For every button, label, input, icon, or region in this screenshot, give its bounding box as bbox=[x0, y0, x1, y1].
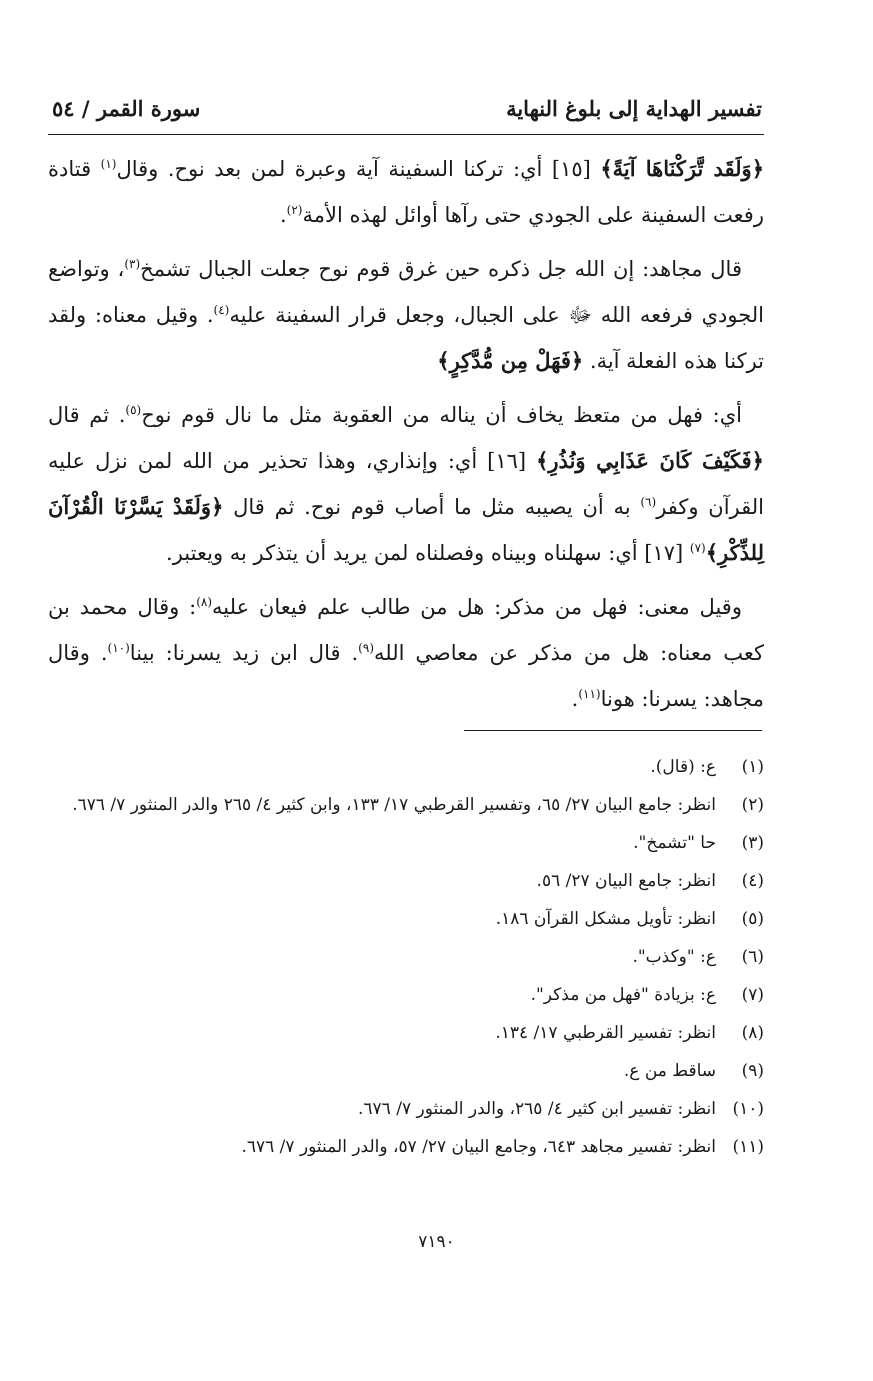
text-segment: . وقال مجاهد: يسرنا: هونا bbox=[48, 641, 764, 711]
footnote-ref: (٦) bbox=[640, 495, 657, 509]
footnote-ref: (١٠) bbox=[107, 641, 130, 655]
footnote-text: ع: (قال). bbox=[650, 757, 716, 777]
footnote-text: انظر: جامع البيان ٢٧/ ٥٦. bbox=[536, 871, 716, 891]
footnote-item bbox=[48, 748, 764, 786]
footnote-ref: (٩) bbox=[358, 641, 374, 655]
text-segment: [١٧] أي: سهلناه وبيناه وفصلناه لمن يريد أن يتذكر به ويعتبر. bbox=[166, 541, 690, 565]
footnote-text: حا "تشمخ". bbox=[633, 833, 716, 853]
footnote-item bbox=[48, 824, 764, 862]
footnote-number: (٧) bbox=[741, 985, 764, 1005]
footnote-item bbox=[48, 976, 764, 1014]
text-segment: به أن يصيبه مثل ما أصاب قوم نوح. ثم قال bbox=[223, 495, 641, 519]
footnote-number: (٤) bbox=[741, 871, 764, 891]
footnote-item bbox=[48, 1090, 764, 1128]
footnote-ref: (٧) bbox=[689, 541, 706, 555]
text-segment: قال مجاهد: إن الله جل ذكره حين غرق قوم نوح جعلت الجبال تشمخ bbox=[140, 257, 742, 281]
footnote-ref: (١) bbox=[100, 157, 117, 171]
footnote-number: (٩) bbox=[741, 1061, 764, 1081]
paragraph-3 bbox=[48, 392, 764, 576]
surah-info: سورة القمر / ٥٤ bbox=[52, 95, 201, 121]
paragraph-1 bbox=[48, 146, 764, 238]
footnote-number: (١١) bbox=[732, 1137, 764, 1157]
header-divider bbox=[48, 134, 764, 135]
footnotes-list bbox=[48, 748, 764, 1166]
text-segment: [١٥] أي: تركنا السفينة آية وعبرة لمن بعد نوح. وقال bbox=[116, 157, 601, 181]
footnote-text: انظر: تفسير مجاهد ٦٤٣، وجامع البيان ٢٧/ ٥٧، والدر المنثور ٧/ ٦٧٦. bbox=[241, 1137, 716, 1157]
footnote-text: انظر: جامع البيان ٢٧/ ٦٥، وتفسير القرطبي ١٧/ ١٣٣، وابن كثير ٤/ ٢٦٥ والدر المنثور ٧/ ٦٧٦. bbox=[72, 795, 716, 815]
footnote-text: ساقط من ع. bbox=[623, 1061, 716, 1081]
text-segment: . bbox=[279, 203, 287, 227]
footnote-item bbox=[48, 1052, 764, 1090]
footnote-item bbox=[48, 862, 764, 900]
footnote-text: ع: بزيادة "فهل من مذكر". bbox=[530, 985, 716, 1005]
book-title: تفسير الهداية إلى بلوغ النهاية bbox=[506, 95, 762, 121]
footnote-text: انظر: تفسير ابن كثير ٤/ ٢٦٥، والدر المنثور ٧/ ٦٧٦. bbox=[358, 1099, 716, 1119]
footnote-text: ع: "وكذب". bbox=[632, 947, 716, 967]
footnote-number: (٦) bbox=[741, 947, 764, 967]
ayah-quote: ﴿وَلَقَد تَّرَكْنَاهَا آيَةً﴾ bbox=[600, 156, 764, 181]
footnote-item bbox=[48, 1014, 764, 1052]
paragraph-2 bbox=[48, 246, 764, 384]
footnote-text: انظر: تفسير القرطبي ١٧/ ١٣٤. bbox=[495, 1023, 716, 1043]
text-segment: . bbox=[571, 687, 579, 711]
text-segment: . قال ابن زيد يسرنا: بينا bbox=[129, 641, 359, 665]
footnote-item bbox=[48, 786, 764, 824]
text-segment: . ثم قال bbox=[48, 403, 126, 427]
footnote-number: (٨) bbox=[741, 1023, 764, 1043]
footnote-item bbox=[48, 938, 764, 976]
ayah-quote: ﴿فَهَلْ مِن مُّدَّكِرٍ﴾ bbox=[437, 348, 584, 373]
footnote-text: انظر: تأويل مشكل القرآن ١٨٦. bbox=[495, 909, 716, 929]
text-segment: [١٦] أي: وإنذاري، وهذا تحذير من الله لمن نزل عليه القرآن وكفر bbox=[48, 449, 764, 519]
text-segment: : وقال محمد بن كعب معناه: هل من مذكر عن معاصي الله bbox=[48, 595, 765, 665]
text-segment: وقيل معنى: فهل من مذكر: هل من طالب علم فيعان عليه bbox=[212, 595, 742, 619]
footnote-number: (٣) bbox=[741, 833, 764, 853]
paragraph-4 bbox=[48, 584, 764, 722]
footnote-number: (٥) bbox=[741, 909, 764, 929]
footnote-ref: (٢) bbox=[286, 203, 303, 217]
running-header bbox=[52, 88, 762, 128]
text-segment: ، وتواضع الجودي فرفعه الله ﷻ على الجبال، وجعل قرار السفينة عليه bbox=[48, 257, 764, 327]
ayah-quote: ﴿وَلَقَدْ يَسَّرْنَا الْقُرْآنَ لِلذِّكْرِ﴾ bbox=[48, 494, 764, 565]
footnote-ref: (٤) bbox=[213, 303, 230, 317]
footnote-number: (١) bbox=[741, 757, 764, 777]
footnote-item bbox=[48, 900, 764, 938]
footnote-number: (٢) bbox=[741, 795, 764, 815]
footnote-ref: (١١) bbox=[578, 687, 601, 701]
page-number: ٧١٩٠ bbox=[418, 1232, 455, 1252]
footnote-divider bbox=[464, 730, 762, 731]
text-segment: . وقيل معناه: ولقد تركنا هذه الفعلة آية. bbox=[48, 303, 764, 373]
footnote-ref: (٨) bbox=[196, 595, 213, 609]
text-segment: أي: فهل من متعظ يخاف أن يناله من العقوبة مثل ما نال قوم نوح bbox=[141, 403, 742, 427]
footnote-ref: (٥) bbox=[125, 403, 142, 417]
footnote-item bbox=[48, 1128, 764, 1166]
footnote-number: (١٠) bbox=[732, 1099, 764, 1119]
main-text bbox=[48, 146, 764, 730]
ayah-quote: ﴿فَكَيْفَ كَانَ عَذَابِي وَنُذُرِ﴾ bbox=[536, 448, 764, 473]
text-segment: قتادة رفعت السفينة على الجودي حتى رآها أوائل لهذه الأمة bbox=[48, 157, 764, 227]
footnote-ref: (٣) bbox=[124, 257, 141, 271]
